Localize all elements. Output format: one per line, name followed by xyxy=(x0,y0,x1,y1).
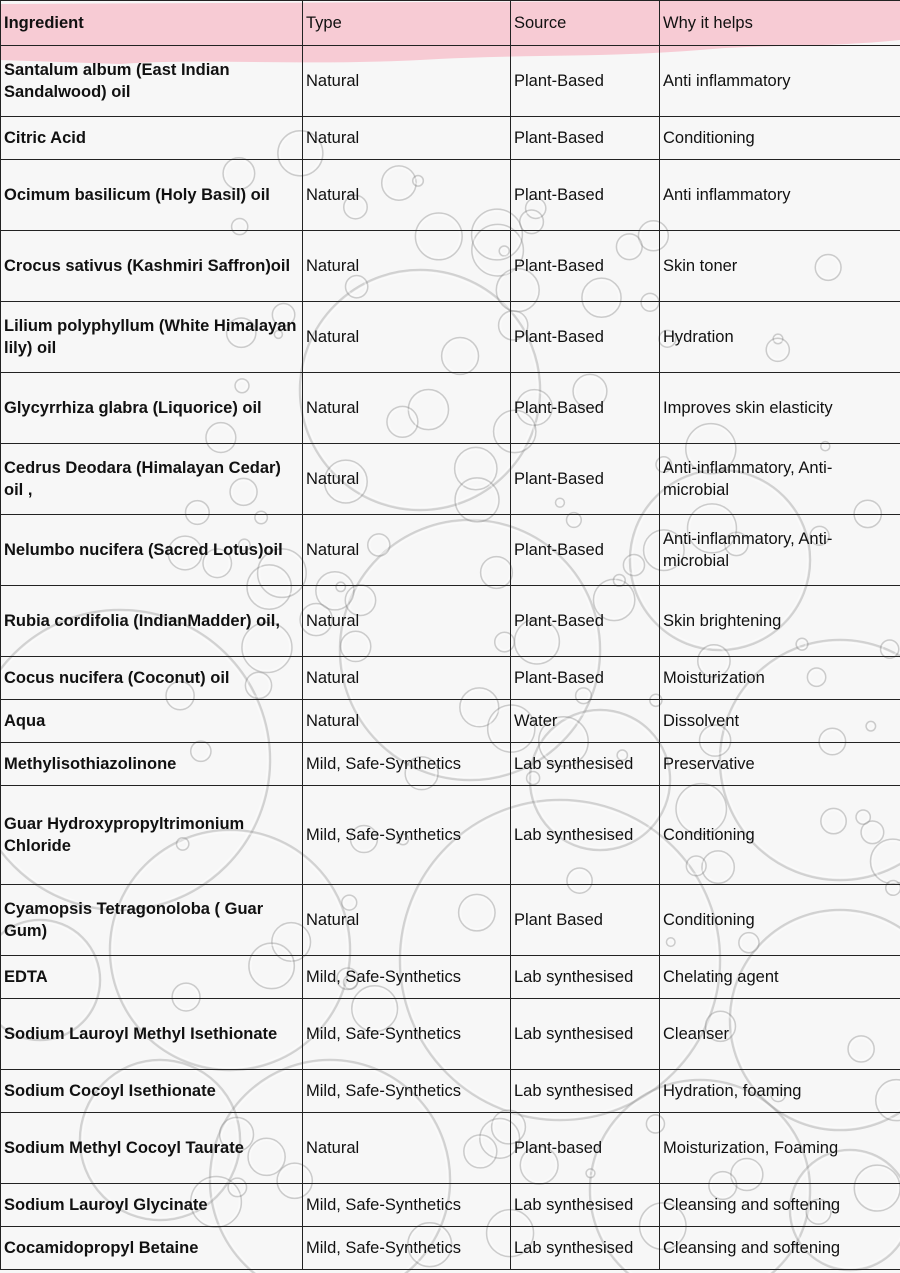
ingredient-cell: Citric Acid xyxy=(1,117,303,160)
why-cell: Anti inflammatory xyxy=(660,46,900,117)
type-cell: Natural xyxy=(303,586,511,657)
why-cell: Conditioning xyxy=(660,786,900,885)
source-cell: Plant-Based xyxy=(511,586,660,657)
source-cell: Lab synthesised xyxy=(511,1184,660,1227)
table-row xyxy=(1,231,900,302)
source-cell: Plant Based xyxy=(511,885,660,956)
header-source: Source xyxy=(511,1,660,46)
why-cell: Anti-inflammatory, Anti-microbial xyxy=(660,515,900,586)
source-cell: Lab synthesised xyxy=(511,956,660,999)
table-row xyxy=(1,515,900,586)
table-row xyxy=(1,444,900,515)
type-cell: Natural xyxy=(303,515,511,586)
type-cell: Natural xyxy=(303,231,511,302)
header-why: Why it helps xyxy=(660,1,900,46)
type-cell: Mild, Safe-Synthetics xyxy=(303,999,511,1070)
source-cell: Plant-Based xyxy=(511,302,660,373)
table-header-row xyxy=(1,1,900,46)
type-cell: Mild, Safe-Synthetics xyxy=(303,1227,511,1270)
source-cell: Water xyxy=(511,700,660,743)
type-cell: Natural xyxy=(303,160,511,231)
type-cell: Mild, Safe-Synthetics xyxy=(303,1184,511,1227)
source-cell: Lab synthesised xyxy=(511,786,660,885)
source-cell: Lab synthesised xyxy=(511,1227,660,1270)
ingredient-cell: Sodium Cocoyl Isethionate xyxy=(1,1070,303,1113)
source-cell: Lab synthesised xyxy=(511,1070,660,1113)
why-cell: Anti-inflammatory, Anti-microbial xyxy=(660,444,900,515)
why-cell: Cleansing and softening xyxy=(660,1227,900,1270)
ingredient-cell: Sodium Methyl Cocoyl Taurate xyxy=(1,1113,303,1184)
type-cell: Natural xyxy=(303,117,511,160)
header-type: Type xyxy=(303,1,511,46)
ingredient-cell: Aqua xyxy=(1,700,303,743)
table-row xyxy=(1,657,900,700)
source-cell: Plant-Based xyxy=(511,117,660,160)
ingredient-cell: Methylisothiazolinone xyxy=(1,743,303,786)
why-cell: Skin toner xyxy=(660,231,900,302)
table-row xyxy=(1,1113,900,1184)
why-cell: Conditioning xyxy=(660,885,900,956)
why-cell: Moisturization xyxy=(660,657,900,700)
why-cell: Anti inflammatory xyxy=(660,160,900,231)
type-cell: Natural xyxy=(303,700,511,743)
why-cell: Preservative xyxy=(660,743,900,786)
table-row xyxy=(1,160,900,231)
table-row xyxy=(1,302,900,373)
type-cell: Mild, Safe-Synthetics xyxy=(303,956,511,999)
table-row xyxy=(1,999,900,1070)
ingredient-cell: Sodium Lauroyl Methyl Isethionate xyxy=(1,999,303,1070)
ingredient-cell: Glycyrrhiza glabra (Liquorice) oil xyxy=(1,373,303,444)
type-cell: Natural xyxy=(303,46,511,117)
ingredient-cell: Guar Hydroxypropyltrimonium Chloride xyxy=(1,786,303,885)
table-row xyxy=(1,1227,900,1270)
why-cell: Skin brightening xyxy=(660,586,900,657)
source-cell: Plant-Based xyxy=(511,46,660,117)
why-cell: Dissolvent xyxy=(660,700,900,743)
source-cell: Lab synthesised xyxy=(511,999,660,1070)
source-cell: Plant-based xyxy=(511,1113,660,1184)
source-cell: Lab synthesised xyxy=(511,743,660,786)
type-cell: Natural xyxy=(303,885,511,956)
table-row xyxy=(1,373,900,444)
table-row xyxy=(1,1184,900,1227)
ingredient-cell: Rubia cordifolia (IndianMadder) oil, xyxy=(1,586,303,657)
ingredient-cell: Nelumbo nucifera (Sacred Lotus)oil xyxy=(1,515,303,586)
table-row xyxy=(1,885,900,956)
ingredient-cell: Cocamidopropyl Betaine xyxy=(1,1227,303,1270)
type-cell: Mild, Safe-Synthetics xyxy=(303,786,511,885)
why-cell: Cleansing and softening xyxy=(660,1184,900,1227)
table-row xyxy=(1,1070,900,1113)
source-cell: Plant-Based xyxy=(511,231,660,302)
table-row xyxy=(1,786,900,885)
table-row xyxy=(1,117,900,160)
ingredient-cell: Cedrus Deodara (Himalayan Cedar) oil , xyxy=(1,444,303,515)
source-cell: Plant-Based xyxy=(511,515,660,586)
source-cell: Plant-Based xyxy=(511,160,660,231)
why-cell: Moisturization, Foaming xyxy=(660,1113,900,1184)
type-cell: Natural xyxy=(303,373,511,444)
type-cell: Natural xyxy=(303,657,511,700)
why-cell: Cleanser xyxy=(660,999,900,1070)
source-cell: Plant-Based xyxy=(511,657,660,700)
ingredient-cell: Santalum album (East Indian Sandalwood) oil xyxy=(1,46,303,117)
ingredient-cell: Ocimum basilicum (Holy Basil) oil xyxy=(1,160,303,231)
why-cell: Chelating agent xyxy=(660,956,900,999)
ingredient-cell: Cocus nucifera (Coconut) oil xyxy=(1,657,303,700)
type-cell: Mild, Safe-Synthetics xyxy=(303,1070,511,1113)
type-cell: Natural xyxy=(303,444,511,515)
header-ingredient: Ingredient xyxy=(1,1,303,46)
ingredient-cell: Sodium Lauroyl Glycinate xyxy=(1,1184,303,1227)
table-row xyxy=(1,743,900,786)
table-row xyxy=(1,956,900,999)
table-row xyxy=(1,46,900,117)
ingredient-cell: EDTA xyxy=(1,956,303,999)
type-cell: Mild, Safe-Synthetics xyxy=(303,743,511,786)
ingredient-cell: Cyamopsis Tetragonoloba ( Guar Gum) xyxy=(1,885,303,956)
ingredient-cell: Crocus sativus (Kashmiri Saffron)oil xyxy=(1,231,303,302)
why-cell: Conditioning xyxy=(660,117,900,160)
table-row xyxy=(1,586,900,657)
why-cell: Improves skin elasticity xyxy=(660,373,900,444)
why-cell: Hydration, foaming xyxy=(660,1070,900,1113)
why-cell: Hydration xyxy=(660,302,900,373)
type-cell: Natural xyxy=(303,302,511,373)
source-cell: Plant-Based xyxy=(511,444,660,515)
table-row xyxy=(1,700,900,743)
type-cell: Natural xyxy=(303,1113,511,1184)
ingredient-cell: Lilium polyphyllum (White Himalayan lily) oil xyxy=(1,302,303,373)
source-cell: Plant-Based xyxy=(511,373,660,444)
